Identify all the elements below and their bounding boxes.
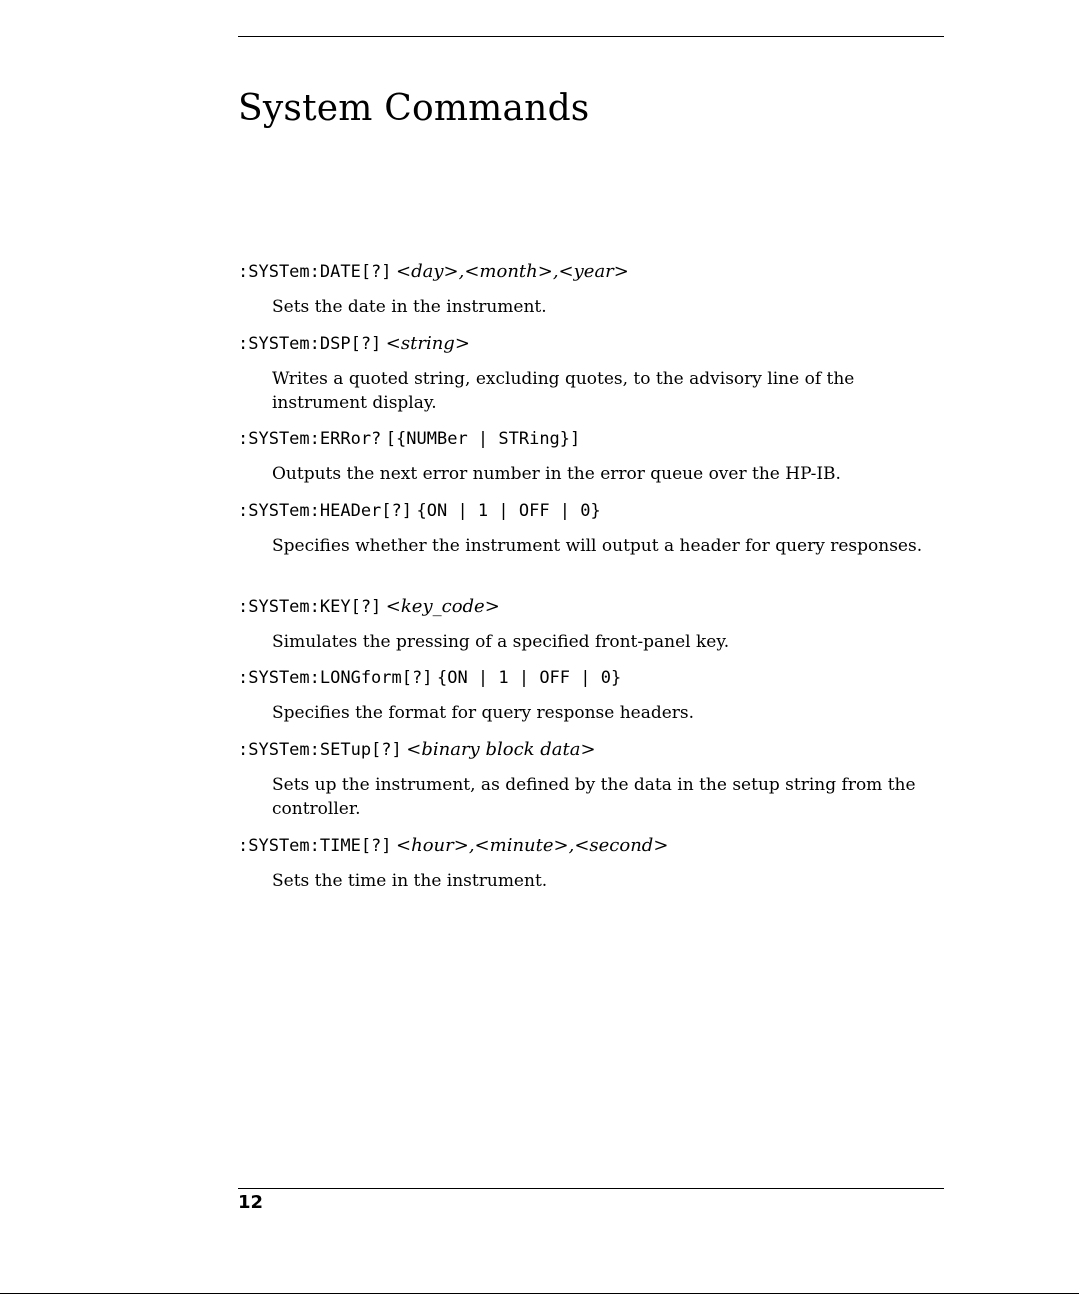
command-syntax-setup: [238, 737, 596, 762]
command-syntax-key: [238, 594, 500, 619]
command-syntax-longform: [238, 665, 621, 690]
command-syntax-time: [238, 833, 668, 858]
page-number: 12: [238, 1192, 264, 1213]
command-arguments: {ON | 1 | OFF | 0}: [436, 668, 622, 688]
command-keyword: :SYSTem:SETup[?]: [238, 740, 402, 760]
command-keyword: :SYSTem:KEY[?]: [238, 597, 382, 617]
command-description-key: Simulates the pressing of a specified front-panel key.: [272, 632, 730, 652]
command-arguments: <binary block data>: [406, 739, 596, 760]
command-keyword: :SYSTem:LONGform[?]: [238, 668, 433, 688]
command-keyword: :SYSTem:DATE[?]: [238, 262, 392, 282]
command-syntax-dsp: [238, 331, 470, 356]
command-arguments: <key_code>: [385, 596, 500, 617]
footer-rule: [238, 1188, 944, 1189]
command-arguments: [{NUMBer | STRing}]: [385, 429, 581, 449]
command-syntax-date: [238, 259, 629, 284]
command-description-longform: Specifies the format for query response headers.: [272, 703, 695, 723]
command-arguments: <day>,<month>,<year>: [396, 261, 629, 282]
command-syntax-header: [238, 498, 601, 523]
command-arguments: <hour>,<minute>,<second>: [396, 835, 669, 856]
command-keyword: :SYSTem:TIME[?]: [238, 836, 392, 856]
command-description-dsp: Writes a quoted string, excluding quotes, to the advisory line of the instrument display.: [272, 369, 855, 413]
command-description-error: Outputs the next error number in the error queue over the HP-IB.: [272, 464, 841, 484]
page-bottom-edge: [0, 1293, 1079, 1294]
command-description-header: Specifies whether the instrument will output a header for query responses.: [272, 536, 923, 556]
command-syntax-error: [238, 426, 580, 451]
page-title: System Commands: [238, 88, 590, 129]
command-description-setup: Sets up the instrument, as defined by the data in the setup string from the controller.: [272, 775, 916, 819]
command-description-date: Sets the date in the instrument.: [272, 297, 547, 317]
header-rule: [238, 36, 944, 37]
command-arguments: <string>: [385, 333, 470, 354]
command-keyword: :SYSTem:DSP[?]: [238, 334, 382, 354]
command-keyword: :SYSTem:ERRor?: [238, 429, 382, 449]
command-arguments: {ON | 1 | OFF | 0}: [416, 501, 601, 521]
command-keyword: :SYSTem:HEADer[?]: [238, 501, 412, 521]
command-description-time: Sets the time in the instrument.: [272, 871, 548, 891]
